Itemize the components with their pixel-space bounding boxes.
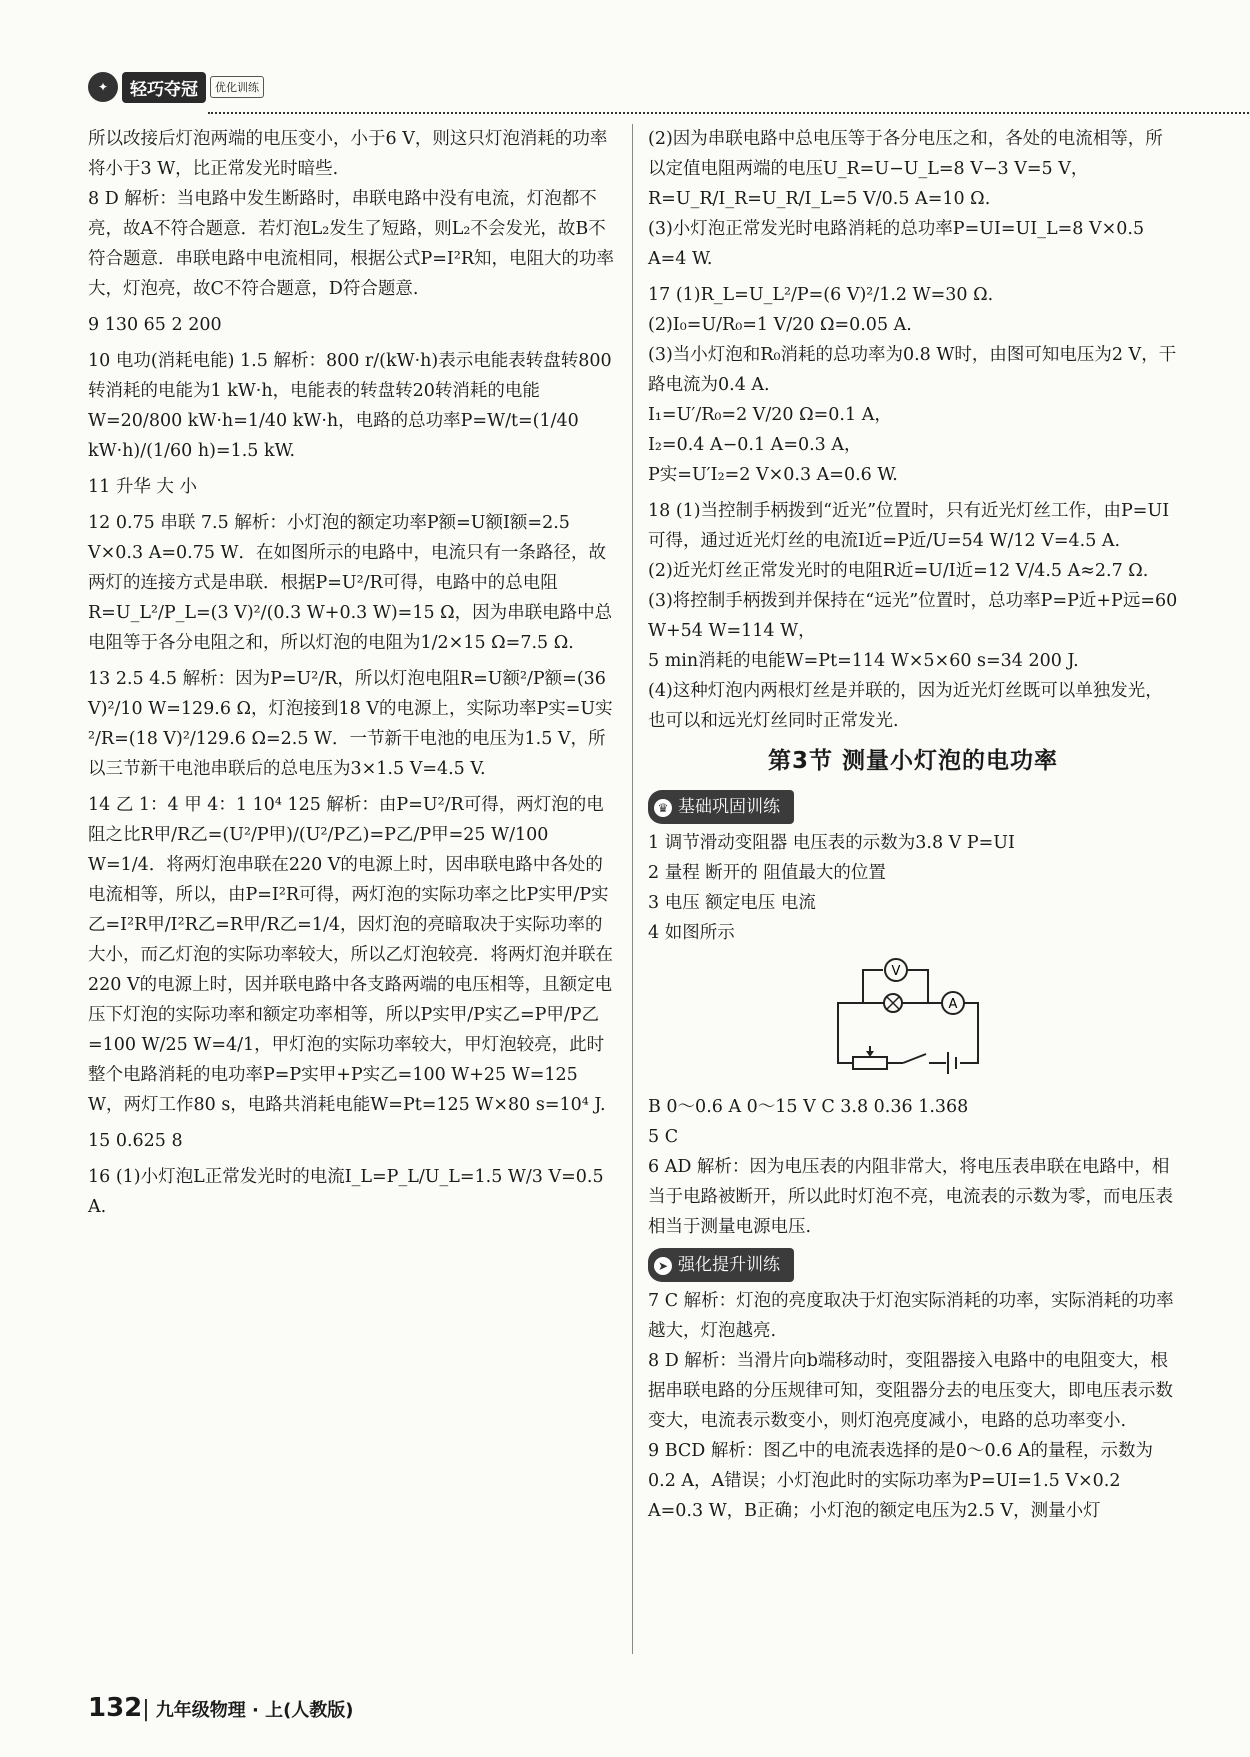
basic-5: 5 C xyxy=(648,1127,679,1147)
answer-9: 9 130 65 2 200 xyxy=(88,315,222,335)
answer-17-p: P实=U′I₂=2 V×0.3 A=0.6 W. xyxy=(648,465,898,485)
rheostat-symbol xyxy=(853,1057,887,1069)
right-column xyxy=(648,124,1178,1526)
section-title: 第3节 测量小灯泡的电功率 xyxy=(767,748,1058,774)
banner-label: 强化提升训练 xyxy=(678,1255,780,1275)
answer-13: 13 2.5 4.5 解析：因为P=U²/R，所以灯泡电阻R=U额²/P额=(36 V)²/10 W=129.6 Ω，灯泡接到18 V的电源上，实际功率P实=U实²/R=(18 V)²/129.6 Ω=2.5 W．一节新干电池的电压为1.5 V，所以三节新干电池串联后的总电压为3×1.5 V=4.5 V. xyxy=(88,669,613,779)
rocket-icon: ➤ xyxy=(654,1257,672,1275)
banner-label: 基础巩固训练 xyxy=(678,797,780,817)
answer-18-part4: (4)这种灯泡内两根灯丝是并联的，因为近光灯丝既可以单独发光，也可以和远光灯丝同时正常发光. xyxy=(648,681,1163,731)
logo-text: 轻巧夺冠 xyxy=(122,72,206,103)
column-divider xyxy=(632,124,633,1654)
answer-17-part3: (3)当小灯泡和R₀消耗的总功率为0.8 W时，由图可知电压为2 V，干路电流为0.4 A. xyxy=(648,345,1177,395)
answer-16-part2: (2)因为串联电路中总电压等于各分电压之和，各处的电流相等，所以定值电阻两端的电压U_R=U−U_L=8 V−3 V=5 V，R=U_R/I_R=U_R/I_L=5 V/0.5 A=10 Ω. xyxy=(648,129,1163,209)
answer-18-energy: 5 min消耗的电能W=Pt=114 W×5×60 s=34 200 J. xyxy=(648,651,1079,671)
basic-training-banner xyxy=(648,790,794,824)
basic-2: 2 量程 断开的 阻值最大的位置 xyxy=(648,863,886,883)
answer-10: 10 电功(消耗电能) 1.5 解析：800 r/(kW·h)表示电能表转盘转800转消耗的电能为1 kW·h，电能表的转盘转20转消耗的电能W=20/800 kW·h=1/40 kW·h，电路的总功率P=W/t=(1/40 kW·h)/(1/60 h)=1.5 kW. xyxy=(88,351,612,461)
answer-text: 所以改接后灯泡两端的电压变小，小于6 V，则这只灯泡消耗的功率将小于3 W，比正常发光时暗些. xyxy=(88,129,608,179)
answer-11: 11 升华 大 小 xyxy=(88,477,197,497)
logo-mascot-icon: ✦ xyxy=(88,72,118,102)
answer-16-part3: (3)小灯泡正常发光时电路消耗的总功率P=UI=UI_L=8 V×0.5 A=4 W. xyxy=(648,219,1145,269)
basic-6: 6 AD 解析：因为电压表的内阻非常大，将电压表串联在电路中，相当于电路被断开，所以此时灯泡不亮，电流表的示数为零，而电压表相当于测量电源电压. xyxy=(648,1157,1173,1237)
advanced-training-banner xyxy=(648,1248,794,1282)
answer-8: 8 D 解析：当电路中发生断路时，串联电路中没有电流，灯泡都不亮，故A不符合题意．若灯泡L₂发生了短路，则L₂不会发光，故B不符合题意．串联电路中电流相同，根据公式P=I²R知，电阻大的功率大，灯泡亮，故C不符合题意，D符合题意. xyxy=(88,189,615,299)
answer-17-i2: I₂=0.4 A−0.1 A=0.3 A， xyxy=(648,435,862,455)
answer-18-part1: 18 (1)当控制手柄拨到“近光”位置时，只有近光灯丝工作，由P=UI可得，通过近光灯丝的电流I近=P近/U=54 W/12 V=4.5 A. xyxy=(648,501,1170,551)
adv-8: 8 D 解析：当滑片向b端移动时，变阻器接入电路中的电阻变大，根据串联电路的分压规律可知，变阻器分去的电压变大，即电压表示数变大，电流表示数变小，则灯泡亮度减小，电路的总功率变小. xyxy=(648,1351,1173,1431)
basic-4: 4 如图所示 xyxy=(648,923,735,943)
brand-logo xyxy=(88,70,264,104)
answer-15: 15 0.625 8 xyxy=(88,1131,183,1151)
answer-12: 12 0.75 串联 7.5 解析：小灯泡的额定功率P额=U额I额=2.5 V×0.3 A=0.75 W．在如图所示的电路中，电流只有一条路径，故两灯的连接方式是串联．根据P=U²/R可得，电路中的总电阻R=U_L²/P_L=(3 V)²/(0.3 W+0.3 W)=15 Ω，因为串联电路中总电阻等于各分电阻之和，所以灯泡的电阻为1/2×15 Ω=7.5 Ω. xyxy=(88,513,613,653)
crown-icon: ♛ xyxy=(654,799,672,817)
logo-subtitle: 优化训练 xyxy=(210,76,264,98)
page-header xyxy=(88,70,1178,110)
header-rule xyxy=(208,112,1250,114)
basic-1: 1 调节滑动变阻器 电压表的示数为3.8 V P=UI xyxy=(648,833,1015,853)
answer-17-part1: 17 (1)R_L=U_L²/P=(6 V)²/1.2 W=30 Ω. xyxy=(648,285,994,305)
circuit-diagram xyxy=(808,958,1008,1078)
answer-17-i1: I₁=U′/R₀=2 V/20 Ω=0.1 A， xyxy=(648,405,892,425)
basic-4-answers: B 0～0.6 A 0～15 V C 3.8 0.36 1.368 xyxy=(648,1097,969,1117)
answer-17-part2: (2)I₀=U/R₀=1 V/20 Ω=0.05 A. xyxy=(648,315,912,335)
adv-9: 9 BCD 解析：图乙中的电流表选择的是0～0.6 A的量程，示数为0.2 A，A错误；小灯泡此时的实际功率为P=UI=1.5 V×0.2 A=0.3 W，B正确；小灯泡的额定电压为2.5 V，测量小灯 xyxy=(648,1441,1154,1521)
basic-3: 3 电压 额定电压 电流 xyxy=(648,893,816,913)
page-number: 132 xyxy=(88,1693,143,1723)
answer-14: 14 乙 1：4 甲 4：1 10⁴ 125 解析：由P=U²/R可得，两灯泡的电阻之比R甲/R乙=(U²/P甲)/(U²/P乙)=P乙/P甲=25 W/100 W=1/4．将两灯泡串联在220 V的电源上时，因串联电路中各处的电流相等，所以，由P=I²R可得，两灯泡的实际功率之比P实甲/P实乙=I²R甲/I²R乙=R甲/R乙=1/4，因灯泡的亮暗取决于实际功率的大小，而乙灯泡的实际功率较大，所以乙灯泡较亮．将两灯泡并联在220 V的电源上时，因并联电路中各支路两端的电压相等，且额定电压下灯泡的实际功率和额定功率相等，所以P实甲/P实乙=P甲/P乙=100 W/25 W=4/1，甲灯泡的实际功率较大，甲灯泡较亮，此时整个电路消耗的电功率P=P实甲+P实乙=100 W+25 W=125 W，两灯工作80 s，电路共消耗电能W=Pt=125 W×80 s=10⁴ J. xyxy=(88,795,613,1115)
answer-18-part3: (3)将控制手柄拨到并保持在“远光”位置时，总功率P=P近+P远=60 W+54 W=114 W， xyxy=(648,591,1178,641)
voltmeter-label: V xyxy=(891,964,901,979)
ammeter-label: A xyxy=(948,997,958,1012)
page-footer: 132| 九年级物理 · 上(人教版) xyxy=(88,1693,354,1723)
book-title: 九年级物理 · 上(人教版) xyxy=(155,1700,354,1721)
left-column xyxy=(88,124,618,1222)
adv-7: 7 C 解析：灯泡的亮度取决于灯泡实际消耗的功率，实际消耗的功率越大，灯泡越亮. xyxy=(648,1291,1174,1341)
answer-18-part2: (2)近光灯丝正常发光时的电阻R近=U/I近=12 V/4.5 A≈2.7 Ω. xyxy=(648,561,1149,581)
answer-16: 16 (1)小灯泡L正常发光时的电流I_L=P_L/U_L=1.5 W/3 V=0.5 A. xyxy=(88,1167,604,1217)
